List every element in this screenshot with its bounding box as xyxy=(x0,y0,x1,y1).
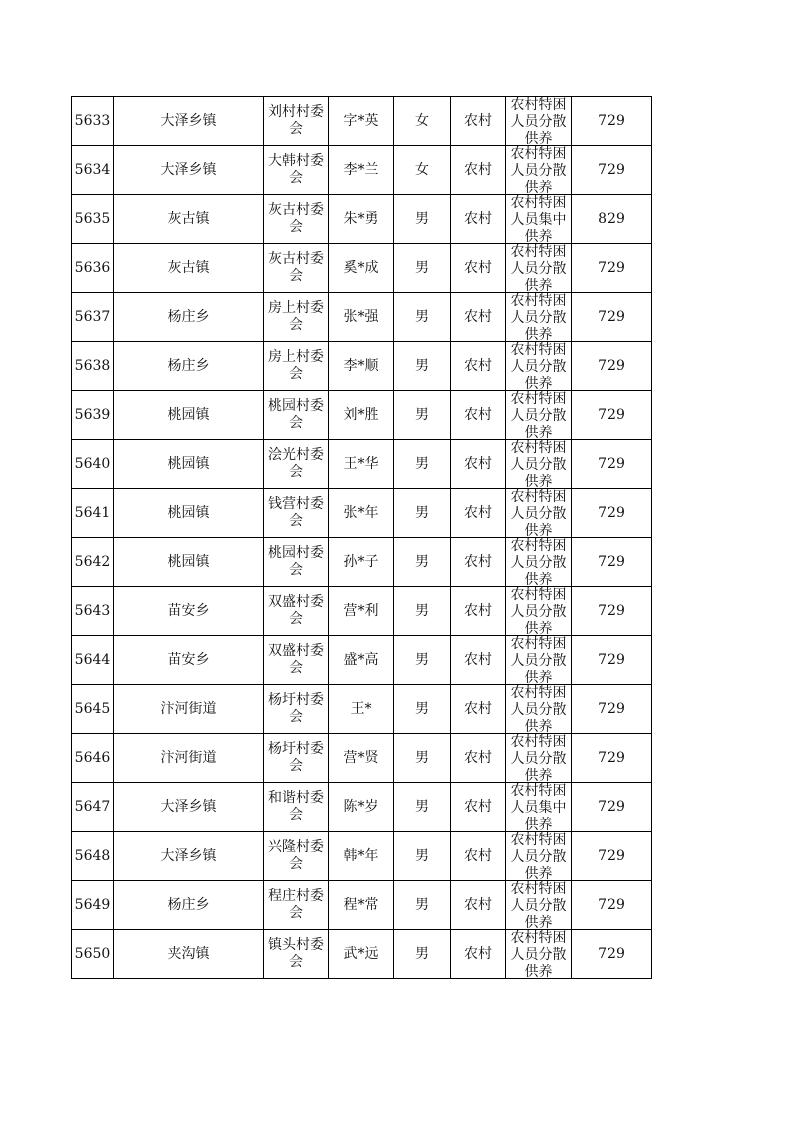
person-name-cell: 营*利 xyxy=(329,587,394,636)
area-cell: 农村 xyxy=(451,587,506,636)
support-type-cell-text: 农村特困人员分散供养 xyxy=(510,929,567,978)
town-cell: 灰古镇 xyxy=(114,244,264,293)
town-cell: 大泽乡镇 xyxy=(114,832,264,881)
person-name-cell: 营*贤 xyxy=(329,734,394,783)
area-cell: 农村 xyxy=(451,195,506,244)
amount-cell: 729 xyxy=(572,685,652,734)
area-cell: 农村 xyxy=(451,244,506,293)
area-cell: 农村 xyxy=(451,734,506,783)
record-id: 5649 xyxy=(72,881,114,930)
village-cell xyxy=(264,930,329,979)
area-cell: 农村 xyxy=(451,685,506,734)
village-cell xyxy=(264,391,329,440)
town-cell: 桃园镇 xyxy=(114,440,264,489)
record-id: 5638 xyxy=(72,342,114,391)
person-name-cell: 刘*胜 xyxy=(329,391,394,440)
person-name-cell: 王*华 xyxy=(329,440,394,489)
gender-cell: 男 xyxy=(394,538,451,587)
support-type-cell xyxy=(506,97,572,146)
record-id: 5647 xyxy=(72,783,114,832)
amount-cell: 729 xyxy=(572,391,652,440)
support-type-cell xyxy=(506,440,572,489)
area-cell: 农村 xyxy=(451,146,506,195)
support-type-cell-text: 农村特困人员分散供养 xyxy=(510,439,567,488)
gender-cell: 男 xyxy=(394,195,451,244)
town-cell: 苗安乡 xyxy=(114,587,264,636)
village-cell xyxy=(264,146,329,195)
area-cell: 农村 xyxy=(451,783,506,832)
village-cell-text: 房上村委会 xyxy=(268,300,324,333)
person-name-cell: 李*顺 xyxy=(329,342,394,391)
table-row xyxy=(72,685,652,734)
gender-cell: 男 xyxy=(394,244,451,293)
person-name-cell: 盛*高 xyxy=(329,636,394,685)
area-cell: 农村 xyxy=(451,538,506,587)
area-cell: 农村 xyxy=(451,930,506,979)
gender-cell: 男 xyxy=(394,440,451,489)
gender-cell: 男 xyxy=(394,489,451,538)
support-type-cell-text: 农村特困人员分散供养 xyxy=(510,733,567,782)
table-row xyxy=(72,489,652,538)
support-type-cell-text: 农村特困人员分散供养 xyxy=(510,341,567,390)
record-id: 5639 xyxy=(72,391,114,440)
amount-cell: 729 xyxy=(572,146,652,195)
amount-cell: 729 xyxy=(572,97,652,146)
village-cell-text: 灰古村委会 xyxy=(268,202,324,235)
table-row xyxy=(72,832,652,881)
person-name-cell: 奚*成 xyxy=(329,244,394,293)
support-type-cell-text: 农村特困人员分散供养 xyxy=(510,243,567,292)
record-id: 5640 xyxy=(72,440,114,489)
record-id: 5642 xyxy=(72,538,114,587)
support-type-cell-text: 农村特困人员分散供养 xyxy=(510,684,567,733)
village-cell xyxy=(264,832,329,881)
person-name-cell: 韩*年 xyxy=(329,832,394,881)
village-cell xyxy=(264,636,329,685)
area-cell: 农村 xyxy=(451,391,506,440)
support-type-cell xyxy=(506,244,572,293)
gender-cell: 男 xyxy=(394,587,451,636)
village-cell-text: 兴隆村委会 xyxy=(268,839,324,872)
amount-cell: 729 xyxy=(572,244,652,293)
town-cell: 汴河街道 xyxy=(114,685,264,734)
village-cell-text: 程庄村委会 xyxy=(268,888,324,921)
village-cell-text: 大韩村委会 xyxy=(268,153,324,186)
table-row xyxy=(72,538,652,587)
support-type-cell-text: 农村特困人员分散供养 xyxy=(510,145,567,194)
village-cell xyxy=(264,685,329,734)
village-cell-text: 和谐村委会 xyxy=(268,790,324,823)
support-type-cell xyxy=(506,832,572,881)
table-row xyxy=(72,342,652,391)
village-cell-text: 桃园村委会 xyxy=(268,545,324,578)
area-cell: 农村 xyxy=(451,832,506,881)
gender-cell: 男 xyxy=(394,930,451,979)
table-row xyxy=(72,734,652,783)
town-cell: 苗安乡 xyxy=(114,636,264,685)
town-cell: 桃园镇 xyxy=(114,538,264,587)
village-cell-text: 浍光村委会 xyxy=(268,447,324,480)
gender-cell: 男 xyxy=(394,783,451,832)
table-row xyxy=(72,195,652,244)
village-cell-text: 杨圩村委会 xyxy=(268,741,324,774)
gender-cell: 男 xyxy=(394,734,451,783)
table-row xyxy=(72,244,652,293)
village-cell-text: 双盛村委会 xyxy=(268,594,324,627)
records-table xyxy=(71,96,652,979)
person-name-cell: 王* xyxy=(329,685,394,734)
gender-cell: 男 xyxy=(394,636,451,685)
village-cell-text: 房上村委会 xyxy=(268,349,324,382)
table-row xyxy=(72,881,652,930)
gender-cell: 男 xyxy=(394,832,451,881)
gender-cell: 女 xyxy=(394,146,451,195)
support-type-cell xyxy=(506,881,572,930)
table-row xyxy=(72,391,652,440)
support-type-cell xyxy=(506,146,572,195)
amount-cell: 729 xyxy=(572,538,652,587)
town-cell: 桃园镇 xyxy=(114,391,264,440)
town-cell: 杨庄乡 xyxy=(114,293,264,342)
village-cell xyxy=(264,587,329,636)
person-name-cell: 武*远 xyxy=(329,930,394,979)
table-row xyxy=(72,587,652,636)
support-type-cell-text: 农村特困人员集中供养 xyxy=(510,194,567,243)
area-cell: 农村 xyxy=(451,636,506,685)
amount-cell: 729 xyxy=(572,930,652,979)
gender-cell: 男 xyxy=(394,685,451,734)
table-body xyxy=(72,97,652,979)
person-name-cell: 朱*勇 xyxy=(329,195,394,244)
record-id: 5633 xyxy=(72,97,114,146)
record-id: 5643 xyxy=(72,587,114,636)
village-cell xyxy=(264,244,329,293)
person-name-cell: 张*强 xyxy=(329,293,394,342)
gender-cell: 女 xyxy=(394,97,451,146)
village-cell-text: 钱营村委会 xyxy=(268,496,324,529)
support-type-cell xyxy=(506,783,572,832)
support-type-cell-text: 农村特困人员分散供养 xyxy=(510,831,567,880)
village-cell-text: 灰古村委会 xyxy=(268,251,324,284)
town-cell: 灰古镇 xyxy=(114,195,264,244)
table-row xyxy=(72,636,652,685)
area-cell: 农村 xyxy=(451,489,506,538)
table-row xyxy=(72,146,652,195)
area-cell: 农村 xyxy=(451,97,506,146)
table-row xyxy=(72,293,652,342)
amount-cell: 729 xyxy=(572,636,652,685)
amount-cell: 729 xyxy=(572,342,652,391)
town-cell: 大泽乡镇 xyxy=(114,783,264,832)
record-id: 5637 xyxy=(72,293,114,342)
support-type-cell-text: 农村特困人员分散供养 xyxy=(510,586,567,635)
village-cell-text: 镇头村委会 xyxy=(268,937,324,970)
record-id: 5641 xyxy=(72,489,114,538)
amount-cell: 829 xyxy=(572,195,652,244)
village-cell-text: 桃园村委会 xyxy=(268,398,324,431)
record-id: 5644 xyxy=(72,636,114,685)
support-type-cell xyxy=(506,587,572,636)
village-cell-text: 杨圩村委会 xyxy=(268,692,324,725)
person-name-cell: 程*常 xyxy=(329,881,394,930)
support-type-cell-text: 农村特困人员分散供养 xyxy=(510,537,567,586)
amount-cell: 729 xyxy=(572,293,652,342)
village-cell xyxy=(264,195,329,244)
village-cell xyxy=(264,489,329,538)
village-cell xyxy=(264,881,329,930)
amount-cell: 729 xyxy=(572,587,652,636)
support-type-cell xyxy=(506,685,572,734)
table-row xyxy=(72,930,652,979)
amount-cell: 729 xyxy=(572,881,652,930)
town-cell: 桃园镇 xyxy=(114,489,264,538)
support-type-cell xyxy=(506,734,572,783)
gender-cell: 男 xyxy=(394,391,451,440)
village-cell xyxy=(264,342,329,391)
support-type-cell xyxy=(506,538,572,587)
town-cell: 杨庄乡 xyxy=(114,881,264,930)
area-cell: 农村 xyxy=(451,881,506,930)
record-id: 5645 xyxy=(72,685,114,734)
support-type-cell xyxy=(506,195,572,244)
gender-cell: 男 xyxy=(394,342,451,391)
village-cell-text: 刘村村委会 xyxy=(268,104,324,137)
table-row xyxy=(72,783,652,832)
support-type-cell-text: 农村特困人员分散供养 xyxy=(510,390,567,439)
support-type-cell-text: 农村特困人员分散供养 xyxy=(510,635,567,684)
record-id: 5635 xyxy=(72,195,114,244)
record-id: 5634 xyxy=(72,146,114,195)
area-cell: 农村 xyxy=(451,342,506,391)
table-row xyxy=(72,440,652,489)
village-cell xyxy=(264,97,329,146)
support-type-cell xyxy=(506,636,572,685)
record-id: 5650 xyxy=(72,930,114,979)
support-type-cell xyxy=(506,930,572,979)
amount-cell: 729 xyxy=(572,734,652,783)
town-cell: 汴河街道 xyxy=(114,734,264,783)
area-cell: 农村 xyxy=(451,293,506,342)
village-cell xyxy=(264,783,329,832)
support-type-cell xyxy=(506,293,572,342)
support-type-cell-text: 农村特困人员集中供养 xyxy=(510,782,567,831)
person-name-cell: 陈*岁 xyxy=(329,783,394,832)
gender-cell: 男 xyxy=(394,293,451,342)
record-id: 5646 xyxy=(72,734,114,783)
support-type-cell-text: 农村特困人员分散供养 xyxy=(510,880,567,929)
support-type-cell xyxy=(506,342,572,391)
table-row xyxy=(72,97,652,146)
record-id: 5636 xyxy=(72,244,114,293)
person-name-cell: 李*兰 xyxy=(329,146,394,195)
town-cell: 大泽乡镇 xyxy=(114,146,264,195)
amount-cell: 729 xyxy=(572,489,652,538)
support-type-cell-text: 农村特困人员分散供养 xyxy=(510,96,567,145)
person-name-cell: 字*英 xyxy=(329,97,394,146)
amount-cell: 729 xyxy=(572,440,652,489)
amount-cell: 729 xyxy=(572,832,652,881)
amount-cell: 729 xyxy=(572,783,652,832)
support-type-cell xyxy=(506,391,572,440)
support-type-cell xyxy=(506,489,572,538)
town-cell: 杨庄乡 xyxy=(114,342,264,391)
support-type-cell-text: 农村特困人员分散供养 xyxy=(510,488,567,537)
village-cell xyxy=(264,734,329,783)
person-name-cell: 张*年 xyxy=(329,489,394,538)
village-cell-text: 双盛村委会 xyxy=(268,643,324,676)
support-type-cell-text: 农村特困人员分散供养 xyxy=(510,292,567,341)
gender-cell: 男 xyxy=(394,881,451,930)
village-cell xyxy=(264,440,329,489)
town-cell: 夹沟镇 xyxy=(114,930,264,979)
town-cell: 大泽乡镇 xyxy=(114,97,264,146)
record-id: 5648 xyxy=(72,832,114,881)
village-cell xyxy=(264,538,329,587)
village-cell xyxy=(264,293,329,342)
area-cell: 农村 xyxy=(451,440,506,489)
person-name-cell: 孙*子 xyxy=(329,538,394,587)
